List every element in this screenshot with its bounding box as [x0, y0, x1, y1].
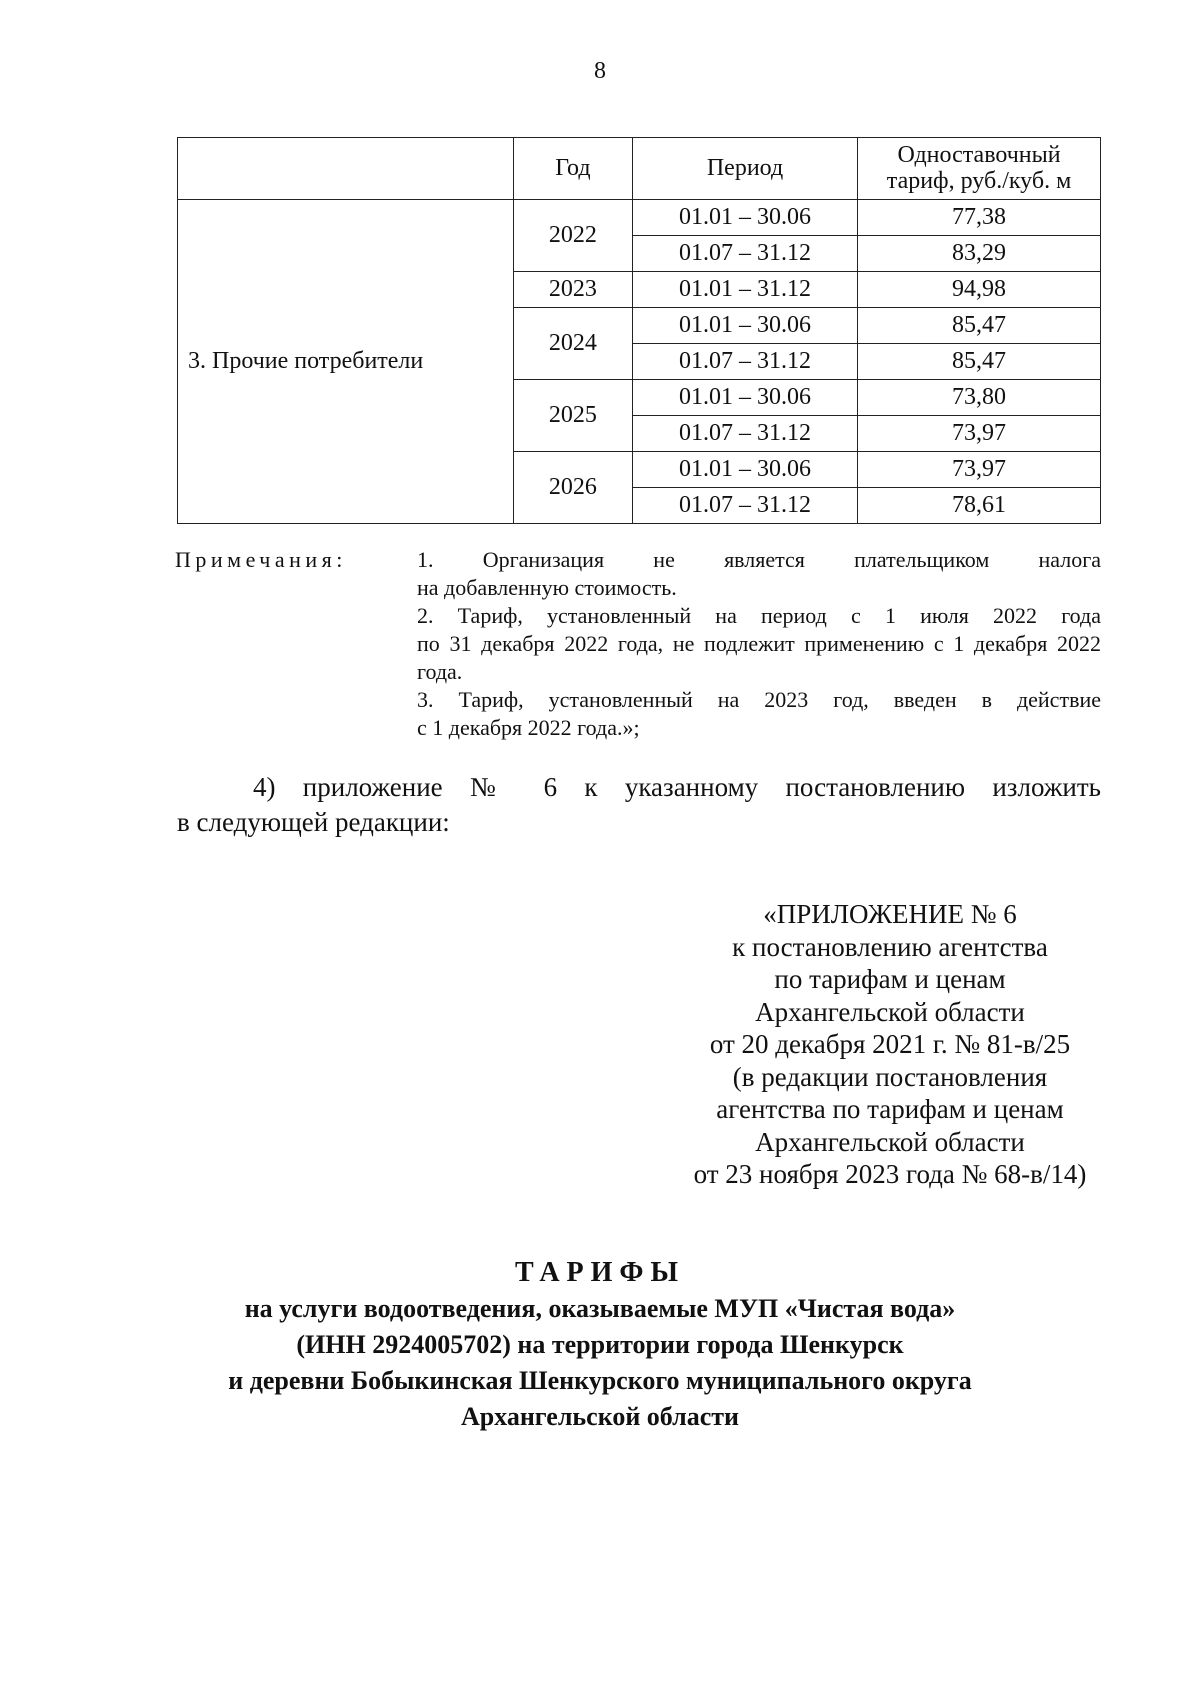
rate-cell: 73,97	[858, 416, 1101, 452]
table-header-row	[178, 138, 1101, 200]
note-item	[417, 602, 1101, 686]
period-cell: 01.01 – 30.06	[632, 200, 857, 236]
year-cell: 2024	[513, 308, 632, 380]
appendix-line: по тарифам и ценам	[774, 964, 1006, 994]
header-rate-line2: тариф, руб./куб. м	[886, 167, 1072, 194]
header-rate	[858, 138, 1101, 200]
amendment-paragraph	[177, 770, 1101, 840]
note-item	[417, 546, 1101, 602]
year-cell: 2025	[513, 380, 632, 452]
table-row	[178, 200, 1101, 236]
period-cell: 01.07 – 31.12	[632, 236, 857, 272]
appendix-line: (в редакции постановления	[732, 1061, 1048, 1092]
header-year: Год	[513, 138, 632, 200]
appendix-line: от 20 декабря 2021 г. № 81-в/25	[709, 1029, 1071, 1059]
page-number: 8	[594, 58, 606, 84]
note-first-line: 1. Организация не является плательщиком налога	[417, 547, 1101, 572]
rate-cell: 73,80	[858, 380, 1101, 416]
title-main: ТАРИФЫ	[515, 1257, 685, 1288]
header-rate-line1: Одноставочный	[897, 142, 1061, 169]
title-line: (ИНН 2924005702) на территории города Шенкурск	[296, 1330, 904, 1359]
appendix-line: агентства по тарифам и ценам	[716, 1094, 1064, 1124]
year-cell: 2022	[513, 200, 632, 272]
rate-cell: 85,47	[858, 308, 1101, 344]
category-cell: 3. Прочие потребители	[178, 200, 514, 524]
rate-cell: 94,98	[858, 272, 1101, 308]
note-first-line: 3. Тариф, установленный на 2023 год, введен в действие	[417, 687, 1101, 712]
rate-cell: 85,47	[858, 344, 1101, 380]
appendix-line: к постановлению агентства	[732, 931, 1048, 962]
year-cell: 2026	[513, 452, 632, 524]
appendix-line: Архангельской области	[755, 1126, 1025, 1157]
period-cell: 01.01 – 31.12	[632, 272, 857, 308]
header-category	[178, 138, 514, 200]
notes-list	[417, 546, 1101, 742]
note-rest: по 31 декабря 2022 года, не подлежит применению с 1 декабря 2022 года.	[417, 631, 1101, 684]
title-line: на услуги водоотведения, оказываемые МУП «Чистая вода»	[244, 1294, 956, 1323]
period-cell: 01.01 – 30.06	[632, 308, 857, 344]
appendix-line: Архангельской области	[755, 996, 1025, 1027]
document-title	[0, 1255, 1200, 1435]
paragraph-line1: 4) приложение № 6 к указанному постановлению изложить	[253, 772, 1101, 802]
rate-cell: 78,61	[858, 488, 1101, 524]
rate-cell: 77,38	[858, 200, 1101, 236]
note-rest: на добавленную стоимость.	[417, 575, 677, 600]
appendix-line: «ПРИЛОЖЕНИЕ № 6	[763, 899, 1017, 929]
appendix-line: от 23 ноября 2023 года № 68-в/14)	[693, 1159, 1087, 1189]
title-line: Архангельской области	[460, 1402, 740, 1431]
note-rest: с 1 декабря 2022 года.»;	[417, 715, 640, 740]
header-period: Период	[632, 138, 857, 200]
year-cell: 2023	[513, 272, 632, 308]
period-cell: 01.07 – 31.12	[632, 488, 857, 524]
period-cell: 01.01 – 30.06	[632, 452, 857, 488]
note-item	[417, 686, 1101, 742]
period-cell: 01.07 – 31.12	[632, 416, 857, 452]
rate-cell: 83,29	[858, 236, 1101, 272]
note-first-line: 2. Тариф, установленный на период с 1 июля 2022 года	[417, 603, 1101, 628]
period-cell: 01.07 – 31.12	[632, 344, 857, 380]
rate-cell: 73,97	[858, 452, 1101, 488]
period-cell: 01.01 – 30.06	[632, 380, 857, 416]
notes-label: Примечания:	[175, 547, 347, 572]
tariff-table	[177, 137, 1101, 524]
appendix-header	[680, 898, 1100, 1191]
paragraph-line2: в следующей редакции:	[177, 807, 450, 837]
title-line: и деревни Бобыкинская Шенкурского муниципального округа	[228, 1366, 972, 1395]
